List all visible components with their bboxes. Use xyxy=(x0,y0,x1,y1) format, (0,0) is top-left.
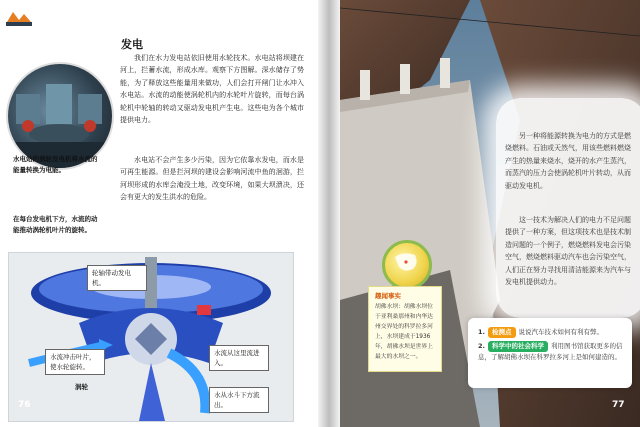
left-page xyxy=(0,0,318,427)
page-number-right: 77 xyxy=(612,400,625,410)
check-point-chip: 检测点 xyxy=(488,327,516,338)
page-number-left: 76 xyxy=(18,400,31,410)
question-number: 1. xyxy=(478,328,485,336)
globe-icon xyxy=(382,240,432,290)
question-2 xyxy=(478,341,628,363)
label-outflow: 水从水斗下方流出。 xyxy=(209,387,269,413)
right-paragraph-2: 这一技术为解决人们的电力不足问题提供了一种方案，但这项技术也是技术制造问题的一个例子，燃烧燃料发电会污染空气，燃烧燃料驱动汽车也会污染空气，人们正在努力寻找用清洁能源来为汽车与发电机提供动力。 xyxy=(505,216,631,287)
question-number: 2. xyxy=(478,342,485,350)
photo-caption: 水电站的涡轮发电机将水流的能量转换为电能。 xyxy=(13,155,98,174)
question-text: 说说汽车技术如何有利有弊。 xyxy=(518,328,603,336)
fun-fact-box xyxy=(368,286,442,372)
turbine-diagram xyxy=(8,252,294,422)
label-inflow: 水流冲击叶片，使水轮旋转。 xyxy=(45,349,105,375)
right-paragraph-1: 另一种将能源转换为电力的方式是燃烧燃料。石油或天然气，用该些燃料燃烧产生的热量来烧水，烧开的水产生蒸汽，而蒸汽的压力会使涡轮机叶片转动，从而驱动发电机。 xyxy=(505,132,631,190)
label-shaft: 轮轴带动发电机。 xyxy=(87,265,147,291)
question-text: 利用图书馆获取更多的信息，了解胡佛水坝在科罗拉多河上是如何建造的。 xyxy=(478,342,623,361)
section-title: 发电 xyxy=(121,38,143,51)
series-logo-icon xyxy=(6,8,32,26)
diagram-intro-caption: 在每台发电机下方，水流的动能推动涡轮机叶片的旋转。 xyxy=(13,215,98,234)
body-paragraph-1: 我们在水力发电站依旧使用水轮技术。水电站将坝建在河上，拦蓄水流，形成水库。观察下方图解。深水储存了势能，为了释放这些能量用来做功，人们会打开闸门让水冲入水电站。水流的动能使涡轮机内的水轮叶片旋转，而每台涡轮机中轮轴的转动又驱动发电机产生电。这些电为各个城市提供电力。 xyxy=(120,54,304,125)
question-1 xyxy=(478,327,628,338)
label-turbine: 涡轮 xyxy=(75,383,88,391)
label-scroll-case: 水流从这里流进入。 xyxy=(209,345,269,371)
book-gutter xyxy=(318,0,340,427)
body-paragraph-2: 水电站不会产生多少污染，因为它依靠水发电，而水是可再生能源。但是拦河坝的建设会影响河流中鱼的洄游，拦河坝形成的水库会淹没土地，改变环境，如果大坝溃决，还会有更大的发生洪水的危险。 xyxy=(120,156,304,202)
fun-fact-title: 趣闻事实 xyxy=(375,292,401,300)
social-science-chip: 科学中的社会科学 xyxy=(488,341,548,352)
fun-fact-text: 胡佛水坝：胡佛水坝位于亚利桑那州和内华达州交界处的科罗拉多河上，水坝建成于1936年，胡佛水坝是世界上最大的水坝之一。 xyxy=(375,304,433,360)
